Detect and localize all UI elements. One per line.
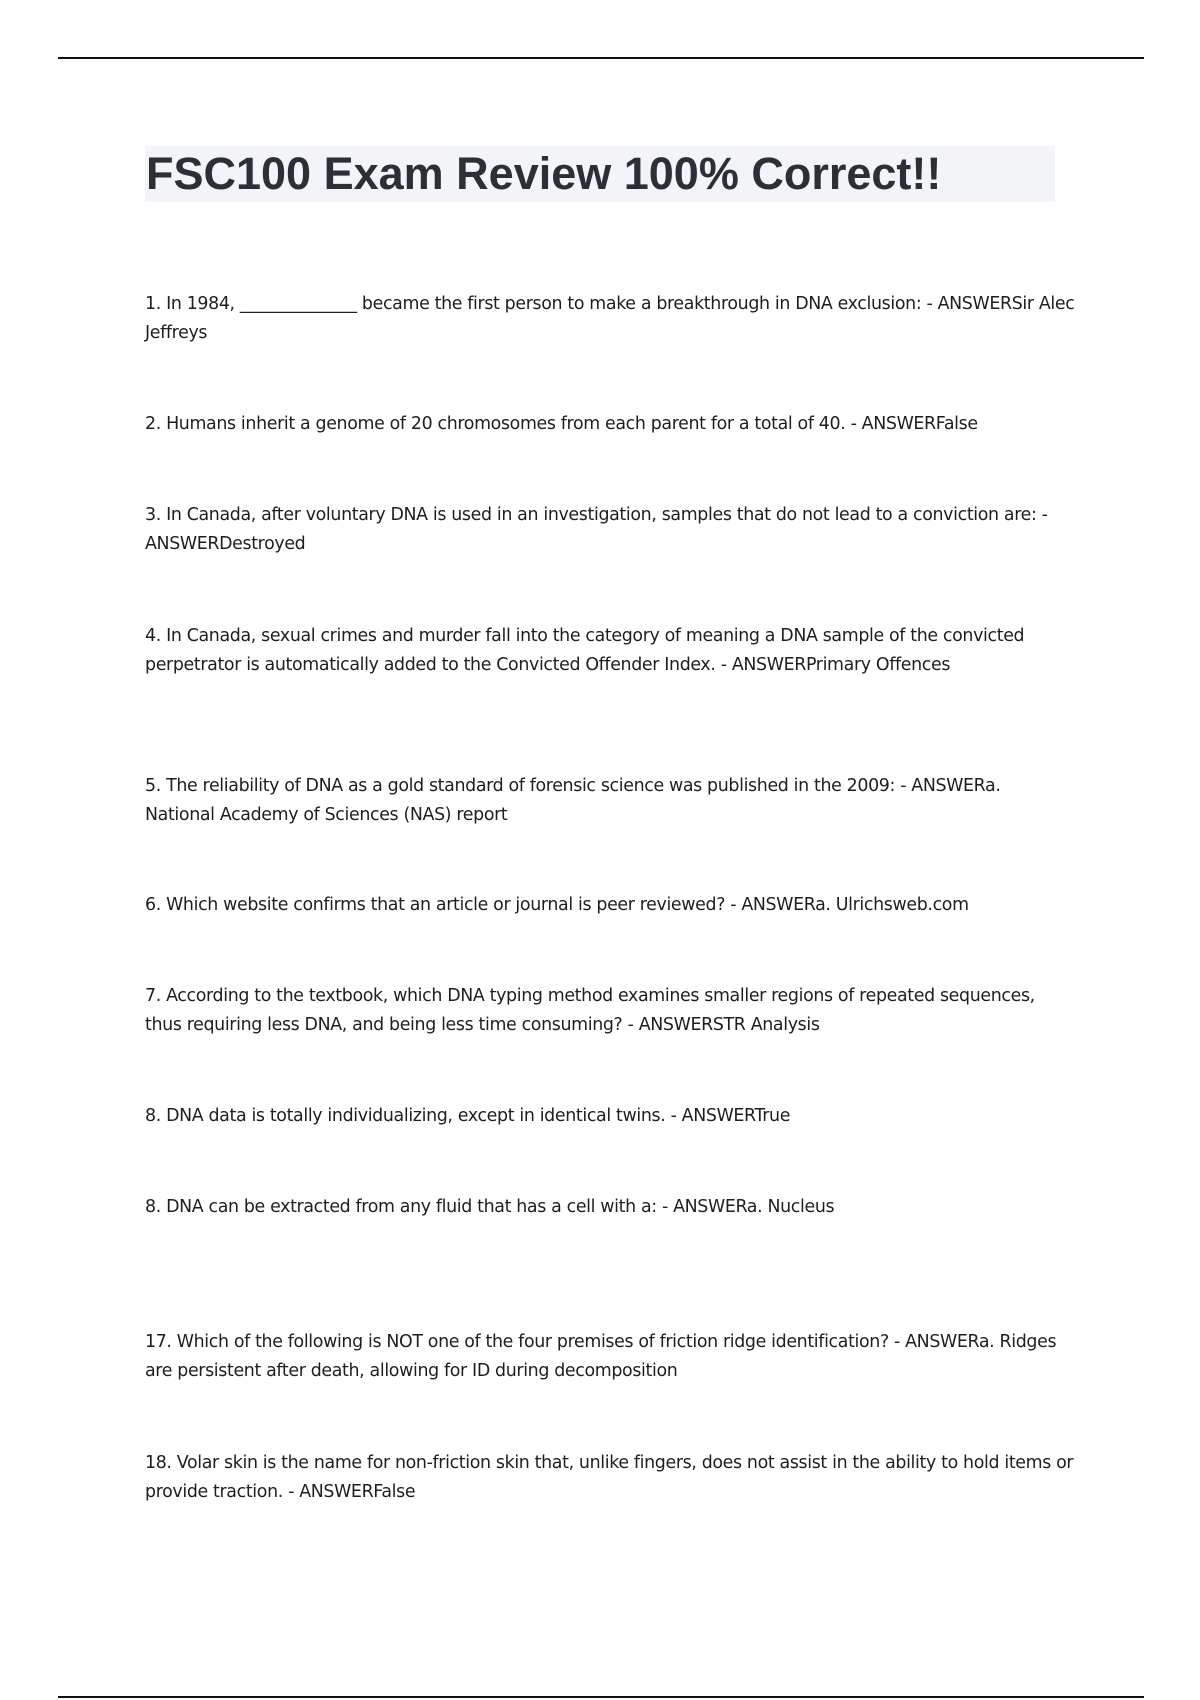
header-rule bbox=[58, 57, 1144, 59]
question-item: 7. According to the textbook, which DNA typing method examines smaller regions of repeated sequences, thus requiring less DNA, and being less time consuming? - ANSWERSTR Analysis bbox=[145, 986, 1035, 1035]
question-item: 8. DNA can be extracted from any fluid that has a cell with a: - ANSWERa. Nucleus bbox=[145, 1197, 835, 1217]
question-item: 3. In Canada, after voluntary DNA is used in an investigation, samples that do not lead to a conviction are: - ANSWERDestroyed bbox=[145, 505, 1048, 554]
page-title: FSC100 Exam Review 100% Correct!! bbox=[146, 148, 942, 199]
question-item: 17. Which of the following is NOT one of the four premises of friction ridge identification? - ANSWERa. Ridges are persistent after death, allowing for ID during decomposition bbox=[145, 1332, 1057, 1381]
question-item: 8. DNA data is totally individualizing, except in identical twins. - ANSWERTrue bbox=[145, 1106, 791, 1126]
question-item: 4. In Canada, sexual crimes and murder fall into the category of meaning a DNA sample of the convicted perpetrator is automatically added to the Convicted Offender Index. - ANSWERPrimary Offences bbox=[145, 626, 1025, 675]
question-item: 5. The reliability of DNA as a gold standard of forensic science was published in the 2009: - ANSWERa. National Academy of Sciences (NAS) report bbox=[145, 776, 1001, 825]
question-item: 2. Humans inherit a genome of 20 chromosomes from each parent for a total of 40. - ANSWERFalse bbox=[145, 414, 978, 434]
footer-rule bbox=[58, 1696, 1144, 1698]
question-item: 6. Which website confirms that an article or journal is peer reviewed? - ANSWERa. Ulrichsweb.com bbox=[145, 895, 969, 915]
question-item: 1. In 1984, ______________ became the first person to make a breakthrough in DNA exclusion: - ANSWERSir Alec Jeffreys bbox=[145, 294, 1075, 343]
question-item: 18. Volar skin is the name for non-friction skin that, unlike fingers, does not assist in the ability to hold items or provide traction. - ANSWERFalse bbox=[145, 1453, 1074, 1502]
